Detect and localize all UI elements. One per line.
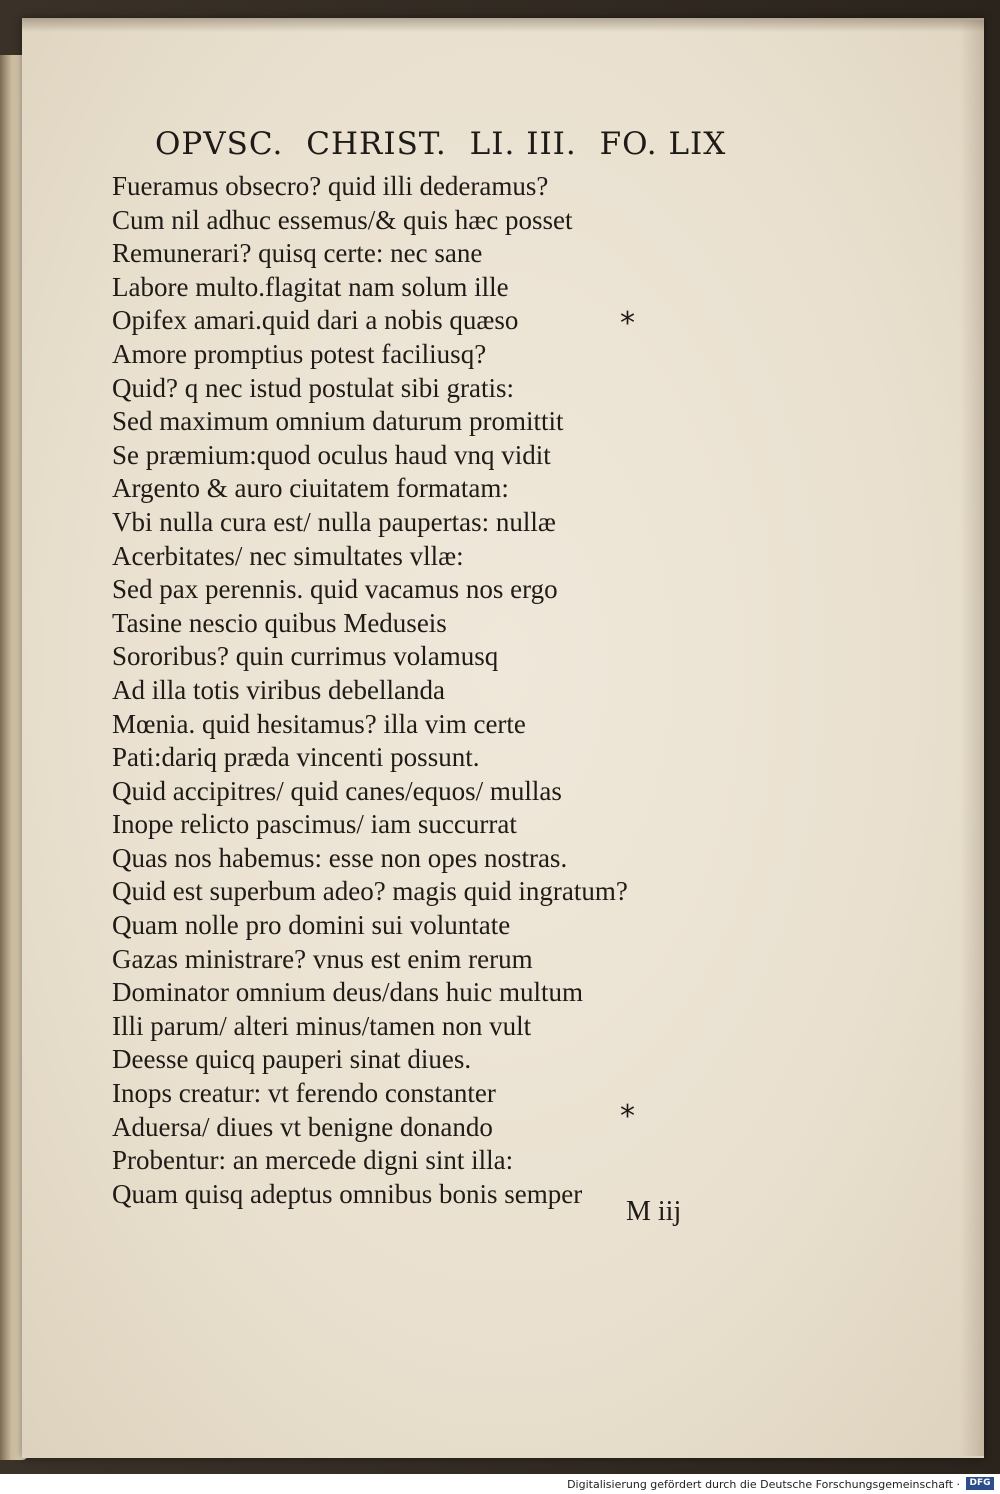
text-line: Illi parum/ alteri minus/tamen non vult xyxy=(112,1010,532,1041)
text-line: Amore promptius potest faciliusq? xyxy=(112,338,487,369)
text-line: Quam quisq adeptus omnibus bonis semper xyxy=(112,1178,583,1209)
text-line: Deesse quicq pauperi sinat diues. xyxy=(112,1044,472,1075)
footer-credit: Digitalisierung gefördert durch die Deutsche Forschungsgemeinschaft · xyxy=(567,1478,960,1491)
text-line: Quas nos habemus: esse non opes nostras. xyxy=(112,842,568,873)
text-line: Fueramus obsecro? quid illi dederamus? xyxy=(112,171,549,201)
text-line: Sed maximum omnium daturum promittit xyxy=(112,406,564,437)
text-line: Argento & auro ciuitatem formatam: xyxy=(112,473,509,504)
poem-text-block xyxy=(112,170,752,1211)
text-line: Quid? q nec istud postulat sibi gratis: xyxy=(112,372,514,403)
asterisk-marker-1: * xyxy=(620,306,635,341)
header-part-2: CHRIST. xyxy=(306,126,447,162)
text-line: Ad illa totis viribus debellanda xyxy=(112,674,445,705)
dfg-logo: DFG xyxy=(966,1477,994,1490)
text-line: Dominator omnium deus/dans huic multum xyxy=(112,977,583,1008)
text-line: Quid est superbum adeo? magis quid ingratum? xyxy=(112,876,628,907)
page-right-edge xyxy=(960,20,984,1456)
signature-mark: M iij xyxy=(626,1196,682,1227)
text-line: Vbi nulla cura est/ nulla paupertas: nullæ xyxy=(112,506,556,537)
text-line: Acerbitates/ nec simultates vllæ: xyxy=(112,540,464,571)
text-line: Quam nolle pro domini sui voluntate xyxy=(112,910,511,941)
header-part-3: LI. III. xyxy=(469,126,577,162)
header-part-4: FO. LIX xyxy=(599,126,727,162)
text-line: Sororibus? quin currimus volamusq xyxy=(112,641,499,672)
text-line: Cum nil adhuc essemus/& quis hæc posset xyxy=(112,204,573,235)
text-line: Remunerari? quisq certe: nec sane xyxy=(112,238,483,269)
page-top-shadow xyxy=(22,18,984,32)
text-line: Labore multo.flagitat nam solum ille xyxy=(112,271,509,302)
header-part-1: OPVSC. xyxy=(155,126,284,162)
text-line: Se præmium:quod oculus haud vnq vidit xyxy=(112,439,551,470)
text-line: Gazas ministrare? vnus est enim rerum xyxy=(112,943,533,974)
running-header xyxy=(155,126,755,162)
text-line: Inope relicto pascimus/ iam succurrat xyxy=(112,809,517,840)
text-line: Mœnia. quid hesitamus? illa vim certe xyxy=(112,708,526,739)
text-line: Sed pax perennis. quid vacamus nos ergo xyxy=(112,574,558,605)
text-line: Tasine nescio quibus Meduseis xyxy=(112,607,447,638)
text-line: Pati:dariq præda vincenti possunt. xyxy=(112,742,480,773)
text-line: Quid accipitres/ quid canes/equos/ mullas xyxy=(112,775,562,806)
text-line: Aduersa/ diues vt benigne donando xyxy=(112,1111,493,1142)
text-line: Inops creatur: vt ferendo constanter xyxy=(112,1078,496,1109)
footer-bar xyxy=(0,1474,1000,1494)
asterisk-marker-2: * xyxy=(620,1099,635,1134)
text-line: Probentur: an mercede digni sint illa: xyxy=(112,1145,514,1176)
text-line: Opifex amari.quid dari a nobis quæso xyxy=(112,305,519,336)
